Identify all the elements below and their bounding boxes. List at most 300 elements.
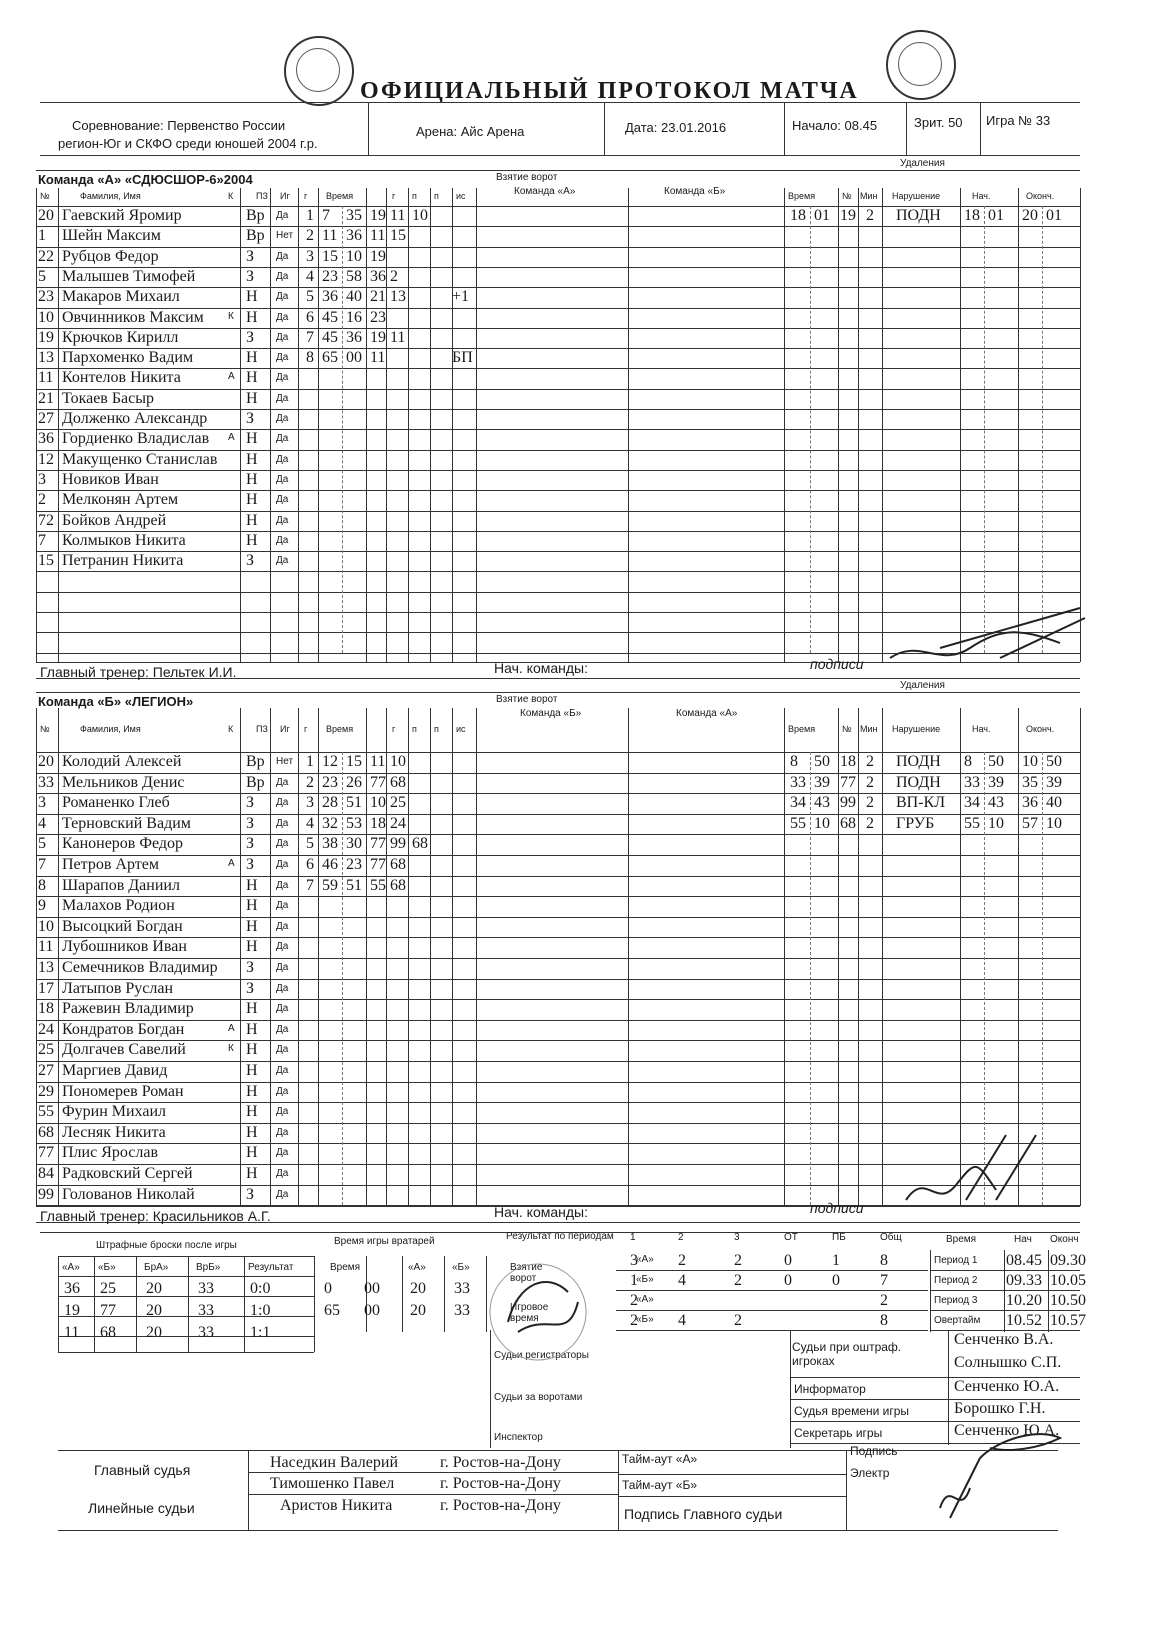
period-start: 10.20: [1006, 1292, 1042, 1309]
penalty-end-sec: 40: [1046, 794, 1062, 812]
head-coach: Главный тренер: Пельтек И.И.: [40, 664, 237, 680]
player-plays: Да: [276, 797, 289, 809]
player-number: 18: [38, 1000, 54, 1018]
player-position: З: [246, 835, 255, 853]
goal-number: 6: [306, 308, 314, 326]
player-position: З: [246, 794, 255, 812]
rule: [36, 917, 1080, 918]
rule: [402, 1256, 403, 1332]
rule: [930, 1270, 1080, 1271]
goalie-col-2: «Б»: [452, 1262, 470, 1273]
rule: [36, 226, 1080, 227]
rule: [628, 708, 629, 1206]
player-number: 5: [38, 267, 46, 285]
shootout-title: Штрафные броски после игры: [96, 1240, 237, 1251]
competition-line-1: Соревнование: Первенство России: [72, 118, 286, 133]
period-value: 0: [784, 1252, 792, 1269]
period-value: 2: [734, 1252, 742, 1269]
periods-title: Результат по периодам: [506, 1231, 614, 1242]
competition-line-2: регион-Юг и СКФО среди юношей 2004 г.р.: [58, 136, 318, 151]
player-plays: Да: [276, 494, 289, 506]
penalty-player: 19: [840, 207, 856, 224]
player-number: 19: [38, 328, 54, 346]
goal-second: 53: [346, 814, 362, 832]
rule: [314, 1256, 315, 1332]
goal-second: 10: [346, 247, 362, 265]
goal-assist-2: 10: [412, 207, 428, 224]
col-k: К: [228, 191, 234, 201]
player-plays: Да: [276, 453, 289, 465]
player-name: Семечников Владимир: [62, 959, 218, 976]
team-col-2: Команда «Б»: [664, 186, 726, 197]
player-plays: Да: [276, 1188, 289, 1200]
player-number: 29: [38, 1082, 54, 1100]
goal-number: 7: [306, 328, 314, 346]
goal-minute: 46: [322, 856, 338, 873]
period-value: 4: [678, 1312, 686, 1329]
rule: [36, 170, 1080, 171]
goal-minute: 11: [322, 227, 338, 245]
penalty-min: 55: [790, 814, 806, 832]
period-team: «А»: [636, 1254, 654, 1265]
rule: [36, 1061, 1080, 1062]
informator-name: Сенченко Ю.А.: [954, 1378, 1060, 1395]
period-goals-label: Взятие ворот: [510, 1262, 543, 1284]
goal-scorer: 10: [370, 794, 386, 812]
rule: [1042, 206, 1043, 653]
player-name: Пономерев Роман: [62, 1082, 184, 1100]
player-name: Маргиев Давид: [62, 1062, 168, 1079]
rule: [616, 1330, 928, 1331]
penalty-judge-1: Сенченко В.А.: [954, 1331, 1054, 1348]
player-number: 55: [38, 1103, 54, 1121]
player-plays: Да: [276, 1044, 289, 1056]
goalie-cell: 00: [364, 1302, 380, 1319]
rule: [58, 1256, 314, 1257]
rule: [342, 206, 343, 653]
col-p2: п: [434, 191, 439, 201]
player-position: Н: [246, 470, 258, 488]
federation-seal-right: [886, 30, 956, 100]
rule: [36, 490, 1080, 491]
team-a-signature: [880, 598, 1090, 678]
player-number: 20: [38, 753, 54, 770]
player-position: Н: [246, 1041, 258, 1059]
player-plays: Да: [276, 392, 289, 404]
player-number: 7: [38, 531, 46, 549]
rule: [930, 1310, 1080, 1311]
player-name: Пархоменко Вадим: [62, 349, 194, 367]
player-number: 77: [38, 1144, 54, 1162]
col-name: Фамилия, Имя: [80, 724, 141, 734]
player-plays: Да: [276, 413, 289, 424]
period-team: «Б»: [636, 1274, 654, 1285]
player-position: Н: [246, 897, 258, 915]
player-plays: Да: [276, 1106, 289, 1118]
goals-header: Взятие ворот: [496, 694, 558, 705]
rule: [36, 511, 1080, 512]
penalty-violation: ГРУБ: [896, 814, 935, 832]
player-number: 84: [38, 1165, 54, 1182]
player-plays: Да: [276, 1023, 289, 1035]
timeout-a-label: Тайм-аут «А»: [622, 1452, 698, 1466]
player-plays: Да: [276, 879, 289, 891]
captain-mark: К: [228, 310, 234, 322]
rule: [36, 531, 1080, 532]
player-number: 5: [38, 835, 46, 853]
period-col-1: 2: [678, 1232, 684, 1243]
goal-number: 3: [306, 247, 314, 265]
period-end: 10.50: [1050, 1292, 1086, 1309]
goal-number: 5: [306, 835, 314, 853]
spectators: Зрит. 50: [914, 115, 963, 130]
player-number: 33: [38, 773, 54, 791]
goal-second: 51: [346, 794, 362, 812]
player-plays: Да: [276, 1065, 289, 1076]
penalty-sec: 01: [814, 207, 830, 224]
player-name: Долженко Александр: [62, 410, 208, 427]
goal-judges-label: Судьи за воротами: [494, 1392, 583, 1403]
shootout-cell: 19: [64, 1302, 80, 1319]
player-number: 13: [38, 349, 54, 367]
rule: [1080, 188, 1081, 662]
game-number: Игра № 33: [986, 113, 1051, 128]
goal-scorer: 18: [370, 814, 386, 832]
sign-label: Подпись: [850, 1444, 898, 1458]
player-plays: Да: [276, 514, 289, 526]
player-name: Лубошников Иван: [62, 938, 187, 956]
col-p_end: Оконч.: [1026, 191, 1055, 201]
rule: [36, 551, 1080, 552]
goals-header: Взятие ворот: [496, 172, 558, 183]
period-end: 10.05: [1050, 1272, 1086, 1289]
player-plays: Да: [276, 920, 289, 932]
goal-second: 58: [346, 267, 362, 285]
timekeeper-label: Судья времени игры: [794, 1404, 910, 1418]
goal-scorer: 11: [370, 753, 386, 770]
col-p_start: Нач.: [972, 724, 991, 734]
rule: [58, 1316, 314, 1317]
signatures-label: подписи: [810, 1200, 864, 1216]
player-name: Кондратов Богдан: [62, 1020, 185, 1038]
player-number: 24: [38, 1020, 54, 1038]
col-p_min: Мин: [860, 724, 878, 734]
period-time-label: Период 1: [934, 1255, 978, 1266]
penalty-minutes: 2: [866, 773, 874, 791]
goal-assist-1: 99: [390, 835, 406, 853]
penalty-minutes: 2: [866, 794, 874, 812]
period-value: 8: [880, 1252, 888, 1269]
goal-minute: 65: [322, 349, 338, 367]
period-value: 8: [880, 1312, 888, 1329]
player-plays: Да: [276, 982, 289, 994]
period-col-5: Общ: [880, 1232, 902, 1243]
player-name: Макущенко Станислав: [62, 450, 218, 468]
player-position: Н: [246, 389, 258, 407]
player-plays: Да: [276, 352, 289, 364]
team-manager: Нач. команды:: [494, 660, 588, 676]
main-judge-name: Наседкин Валерий: [270, 1454, 399, 1471]
inspector-label: Инспектор: [494, 1432, 543, 1443]
penalty-judge-2: Солнышко С.П.: [954, 1354, 1062, 1371]
goal-number: 8: [306, 349, 314, 367]
player-name: Латыпов Руслан: [62, 979, 174, 997]
period-time-col-2: Оконч: [1050, 1234, 1079, 1245]
period-team: «Б»: [636, 1314, 654, 1325]
goal-scorer: 19: [370, 207, 386, 224]
captain-mark: К: [228, 1043, 234, 1055]
player-plays: Да: [276, 859, 289, 870]
penalty-end-sec: 50: [1046, 753, 1062, 770]
player-name: Романенко Глеб: [62, 794, 170, 812]
period-time-label: Период 3: [934, 1295, 978, 1306]
penalty-start-sec: 43: [988, 794, 1004, 812]
col-time: Время: [326, 724, 354, 734]
rule: [838, 708, 839, 1206]
penalty-min: 33: [790, 773, 806, 791]
player-name: Голованов Николай: [62, 1185, 195, 1203]
penalties-header: Удаления: [900, 158, 945, 169]
goal-assist-1: 25: [390, 794, 406, 812]
goalie-cell: 20: [410, 1302, 426, 1319]
goal-assist-1: 11: [390, 207, 406, 224]
period-start: 08.45: [1006, 1252, 1042, 1269]
goal-second: 30: [346, 835, 362, 853]
player-plays: Да: [276, 838, 289, 850]
rule: [882, 708, 883, 1206]
player-plays: Да: [276, 555, 289, 567]
period-value: 3: [630, 1252, 638, 1269]
period-col-4: ПБ: [832, 1232, 846, 1243]
player-number: 2: [38, 491, 46, 509]
penalty-end-sec: 39: [1046, 773, 1062, 791]
goal-second: 36: [346, 227, 362, 245]
player-number: 9: [38, 897, 46, 915]
penalty-player: 18: [840, 753, 856, 770]
penalty-sec: 50: [814, 753, 830, 770]
shootout-cell: 20: [146, 1302, 162, 1319]
penalty-minutes: 2: [866, 814, 874, 832]
player-number: 27: [38, 410, 54, 427]
goal-assist-1: 10: [390, 753, 406, 770]
player-position: Н: [246, 876, 258, 894]
player-name: Макаров Михаил: [62, 288, 180, 306]
rule: [342, 752, 343, 1205]
period-value: 2: [630, 1292, 638, 1309]
rule: [270, 708, 271, 1206]
penalty-end-min: 10: [1022, 753, 1038, 770]
goalie-cell: 0: [324, 1280, 332, 1297]
goal-minute: 45: [322, 328, 338, 346]
player-position: Н: [246, 917, 258, 935]
rule: [386, 708, 387, 1206]
goal-second: 40: [346, 288, 362, 306]
player-name: Шейн Максим: [62, 227, 161, 245]
rule: [94, 1256, 95, 1352]
rule: [36, 876, 1080, 877]
player-position: Н: [246, 511, 258, 529]
goal-assist-1: 15: [390, 227, 406, 245]
player-position: З: [246, 552, 255, 570]
goal-number: 4: [306, 814, 314, 832]
player-name: Колодий Алексей: [62, 753, 182, 770]
shootout-col-0: «А»: [62, 1262, 80, 1273]
goal-scorer: 36: [370, 267, 386, 285]
col-ig: Иг: [280, 191, 290, 201]
col-p1: п: [412, 191, 417, 201]
penalty-min: 8: [790, 753, 798, 770]
penalty-min: 18: [790, 207, 806, 224]
goal-number: 2: [306, 773, 314, 791]
shootout-cell: 1:0: [250, 1302, 271, 1319]
electr-label: Электр: [850, 1466, 890, 1480]
col-time: Время: [326, 191, 354, 201]
rule: [36, 368, 1080, 369]
player-number: 3: [38, 470, 46, 488]
col-p1: п: [412, 724, 417, 734]
goal-second: 35: [346, 207, 362, 224]
goal-situation: БП: [452, 349, 473, 367]
rule: [784, 708, 785, 1206]
player-position: З: [246, 814, 255, 832]
rule: [444, 1256, 445, 1332]
arena: Арена: Айс Арена: [416, 124, 525, 139]
player-plays: Да: [276, 534, 289, 546]
penalty-start-sec: 10: [988, 814, 1004, 832]
line-judge-2-name: Аристов Никита: [280, 1497, 393, 1514]
player-number: 99: [38, 1185, 54, 1203]
player-position: Н: [246, 1020, 258, 1038]
penalty-sec: 10: [814, 814, 830, 832]
player-number: 27: [38, 1062, 54, 1079]
col-p_viol: Нарушение: [892, 724, 941, 734]
goal-scorer: 55: [370, 876, 386, 894]
rule: [36, 1082, 1080, 1083]
team-col-1: Команда «А»: [514, 186, 576, 197]
player-position: Н: [246, 531, 258, 549]
player-name: Шарапов Даниил: [62, 876, 180, 894]
player-position: З: [246, 959, 255, 976]
player-position: Вр: [246, 227, 265, 245]
player-number: 10: [38, 308, 54, 326]
rule: [810, 206, 811, 653]
player-name: Мельников Денис: [62, 773, 185, 791]
rule: [616, 1310, 928, 1311]
goal-minute: 7: [322, 207, 330, 224]
player-name: Мелконян Артем: [62, 491, 179, 509]
player-name: Радковский Сергей: [62, 1165, 193, 1182]
shootout-col-4: Результат: [248, 1262, 294, 1273]
captain-mark: А: [228, 432, 235, 444]
goal-minute: 15: [322, 247, 338, 265]
rule: [36, 470, 1080, 471]
player-number: 22: [38, 247, 54, 265]
goalie-time-title: Время игры вратарей: [334, 1236, 435, 1247]
shootout-cell: 68: [100, 1324, 116, 1341]
player-plays: Да: [276, 473, 289, 485]
player-number: 72: [38, 511, 54, 529]
shootout-cell: 1:1: [250, 1324, 271, 1341]
player-name: Токаев Басыр: [62, 389, 154, 407]
period-time-col-0: Время: [946, 1234, 977, 1245]
player-position: З: [246, 410, 255, 427]
page-title: ОФИЦИАЛЬНЫЙ ПРОТОКОЛ МАТЧА: [360, 78, 859, 104]
goalie-cell: 33: [454, 1302, 470, 1319]
col-p_no: №: [842, 191, 852, 201]
period-value: 0: [784, 1272, 792, 1289]
penalty-player: 77: [840, 773, 856, 791]
player-name: Малахов Родион: [62, 897, 175, 915]
player-position: З: [246, 247, 255, 265]
penalty-end-min: 57: [1022, 814, 1038, 832]
penalty-player: 99: [840, 794, 856, 812]
player-number: 7: [38, 856, 46, 873]
team-label: Команда «А» «СДЮСШОР-6»2004: [38, 172, 253, 187]
goal-minute: 23: [322, 773, 338, 791]
player-number: 68: [38, 1123, 54, 1141]
rule: [36, 896, 1080, 897]
rule: [240, 708, 241, 1206]
rule: [36, 855, 1080, 856]
goal-minute: 12: [322, 753, 338, 770]
rule: [298, 708, 299, 1206]
match-date: Дата: 23.01.2016: [625, 120, 727, 135]
shootout-cell: 77: [100, 1302, 116, 1319]
rule: [858, 708, 859, 1206]
player-position: Н: [246, 308, 258, 326]
goal-scorer: 21: [370, 288, 386, 306]
rule: [36, 979, 1080, 980]
player-position: Н: [246, 1062, 258, 1079]
player-plays: Да: [276, 1147, 289, 1159]
player-plays: Да: [276, 311, 289, 323]
goal-number: 2: [306, 227, 314, 245]
rule: [36, 937, 1080, 938]
player-number: 12: [38, 450, 54, 468]
player-number: 15: [38, 552, 54, 570]
shootout-cell: 0:0: [250, 1280, 271, 1297]
player-name: Ражевин Владимир: [62, 1000, 194, 1018]
goal-assist-1: 13: [390, 288, 406, 306]
shootout-col-2: БрА»: [144, 1262, 169, 1273]
player-position: Н: [246, 430, 258, 448]
rule: [36, 389, 1080, 390]
player-number: 11: [38, 938, 54, 956]
player-name: Петранин Никита: [62, 552, 184, 570]
player-name: Бойков Андрей: [62, 511, 167, 529]
player-plays: Да: [276, 210, 289, 221]
col-pz: ПЗ: [256, 191, 268, 201]
player-name: Фурин Михаил: [62, 1103, 166, 1121]
penalty-sec: 39: [814, 773, 830, 791]
player-number: 13: [38, 959, 54, 976]
goal-minute: 23: [322, 267, 338, 285]
player-plays: Да: [276, 962, 289, 973]
rule: [58, 1276, 314, 1277]
rule: [36, 834, 1080, 835]
goal-second: 51: [346, 876, 362, 894]
player-name: Овчинников Максим: [62, 308, 204, 326]
goal-assist-1: 68: [390, 876, 406, 894]
penalty-minutes: 2: [866, 753, 874, 770]
player-position: Н: [246, 1082, 258, 1100]
player-plays: Да: [276, 1126, 289, 1138]
col-k: К: [228, 724, 234, 734]
period-value: 2: [678, 1252, 686, 1269]
rule: [36, 692, 1080, 693]
period-col-0: 1: [630, 1232, 636, 1243]
goalie-cell: 00: [364, 1280, 380, 1297]
